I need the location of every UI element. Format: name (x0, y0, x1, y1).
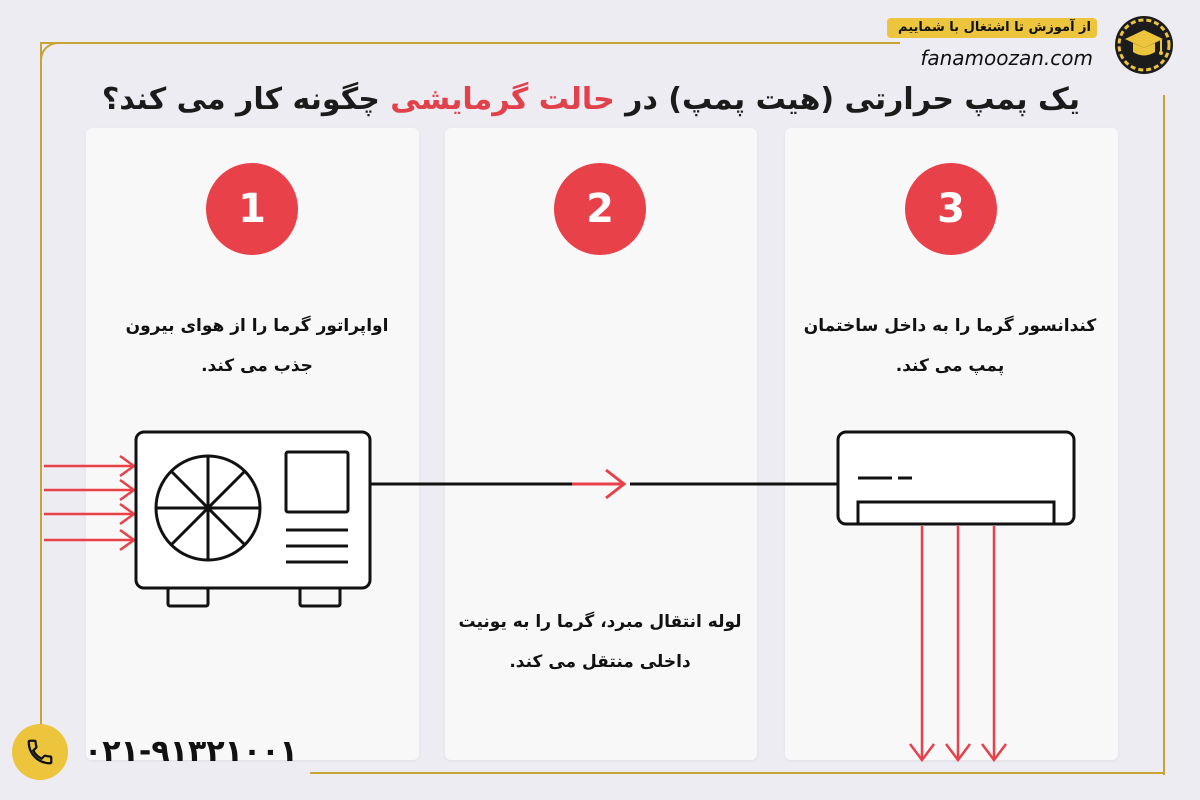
frame-bottom-line (310, 772, 1165, 774)
brand-tagline: از آموزش تا اشتغال با شماییم (887, 18, 1097, 38)
title-part-2: چگونه کار می کند؟ (101, 82, 380, 117)
contact (12, 724, 322, 780)
title-part-1: یک پمپ حرارتی (هیت پمپ) در (625, 82, 1080, 117)
step-3-badge: 3 (905, 163, 997, 255)
phone-number[interactable]: ۰۲۱-۹۱۳۲۱۰۰۱ (84, 734, 298, 769)
title-highlight: حالت گرمایشی (390, 82, 615, 117)
frame-top-line (40, 42, 900, 44)
brand-website[interactable]: fanamoozan.com (920, 46, 1093, 70)
frame-left-line (40, 42, 42, 732)
step-2-badge: 2 (554, 163, 646, 255)
frame-corner (40, 42, 72, 74)
page-title (101, 78, 1080, 122)
brand (895, 14, 1185, 76)
graduation-cap-logo-icon (1113, 14, 1175, 76)
phone-icon[interactable] (12, 724, 68, 780)
step-3-description: کندانسور گرما را به داخل ساختمان پمپ می کند. (803, 316, 1097, 376)
step-1-description: اواپراتور گرما را از هوای بیرون جذب می کند. (125, 316, 389, 376)
frame-right-line (1163, 95, 1165, 775)
step-1-badge: 1 (206, 163, 298, 255)
step-2-description: لوله انتقال مبرد، گرما را به یونیت داخلی منتقل می کند. (458, 612, 742, 672)
